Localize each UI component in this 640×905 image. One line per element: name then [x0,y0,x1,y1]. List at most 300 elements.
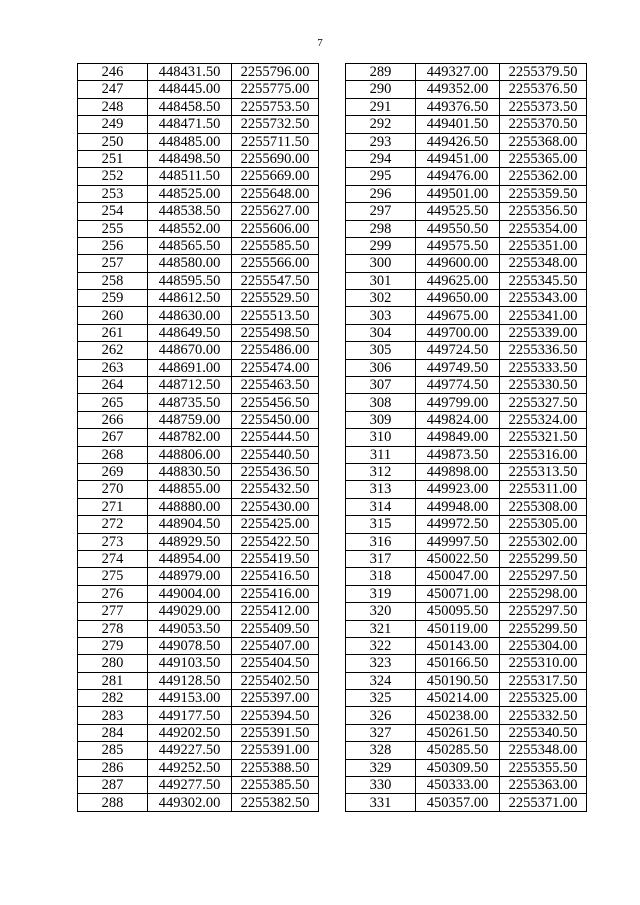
y-coordinate-cell: 2255463.50 [232,377,319,394]
x-coordinate-cell: 448612.50 [148,290,232,307]
table-row [346,637,587,654]
y-coordinate-cell: 2255440.50 [232,446,319,463]
x-coordinate-cell: 449053.50 [148,620,232,637]
point-number-cell: 265 [78,394,148,411]
table-row [78,237,319,254]
x-coordinate-cell: 449451.00 [416,150,500,167]
point-number-cell: 272 [78,516,148,533]
point-number-cell: 273 [78,533,148,550]
point-number-cell: 289 [346,64,416,81]
y-coordinate-cell: 2255412.00 [232,603,319,620]
point-number-cell: 319 [346,585,416,602]
x-coordinate-cell: 450309.50 [416,759,500,776]
point-number-cell: 251 [78,150,148,167]
y-coordinate-cell: 2255376.50 [500,81,587,98]
point-number-cell: 329 [346,759,416,776]
table-row [346,724,587,741]
point-number-cell: 299 [346,237,416,254]
x-coordinate-cell: 449824.00 [416,411,500,428]
table-row [346,672,587,689]
table-row [78,150,319,167]
x-coordinate-cell: 448471.50 [148,116,232,133]
point-number-cell: 266 [78,411,148,428]
table-row [346,133,587,150]
x-coordinate-cell: 450333.00 [416,777,500,794]
y-coordinate-cell: 2255354.00 [500,220,587,237]
y-coordinate-cell: 2255343.00 [500,290,587,307]
y-coordinate-cell: 2255627.00 [232,203,319,220]
y-coordinate-cell: 2255330.50 [500,377,587,394]
x-coordinate-cell: 450022.50 [416,550,500,567]
y-coordinate-cell: 2255299.50 [500,620,587,637]
y-coordinate-cell: 2255474.00 [232,359,319,376]
y-coordinate-cell: 2255430.00 [232,498,319,515]
x-coordinate-cell: 448552.00 [148,220,232,237]
y-coordinate-cell: 2255796.00 [232,64,319,81]
point-number-cell: 292 [346,116,416,133]
table-row [346,707,587,724]
y-coordinate-cell: 2255341.00 [500,307,587,324]
table-row [78,290,319,307]
point-number-cell: 297 [346,203,416,220]
table-row [78,342,319,359]
point-number-cell: 322 [346,637,416,654]
point-number-cell: 315 [346,516,416,533]
point-number-cell: 270 [78,481,148,498]
point-number-cell: 314 [346,498,416,515]
point-number-cell: 317 [346,550,416,567]
y-coordinate-cell: 2255339.00 [500,324,587,341]
table-row [78,603,319,620]
x-coordinate-cell: 448565.50 [148,237,232,254]
point-number-cell: 308 [346,394,416,411]
point-number-cell: 325 [346,690,416,707]
y-coordinate-cell: 2255407.00 [232,637,319,654]
y-coordinate-cell: 2255409.50 [232,620,319,637]
table-row [78,81,319,98]
y-coordinate-cell: 2255732.50 [232,116,319,133]
y-coordinate-cell: 2255305.00 [500,516,587,533]
point-number-cell: 284 [78,724,148,741]
x-coordinate-cell: 449302.00 [148,794,232,811]
table-row [346,498,587,515]
y-coordinate-cell: 2255327.50 [500,394,587,411]
x-coordinate-cell: 449700.00 [416,324,500,341]
table-row [78,446,319,463]
x-coordinate-cell: 448511.50 [148,168,232,185]
x-coordinate-cell: 448880.00 [148,498,232,515]
table-row [78,690,319,707]
x-coordinate-cell: 449724.50 [416,342,500,359]
point-number-cell: 262 [78,342,148,359]
y-coordinate-cell: 2255297.50 [500,603,587,620]
y-coordinate-cell: 2255325.00 [500,690,587,707]
y-coordinate-cell: 2255311.00 [500,481,587,498]
table-row [78,568,319,585]
y-coordinate-cell: 2255368.00 [500,133,587,150]
y-coordinate-cell: 2255648.00 [232,185,319,202]
x-coordinate-cell: 448929.50 [148,533,232,550]
table-row [346,116,587,133]
x-coordinate-cell: 449600.00 [416,255,500,272]
point-number-cell: 258 [78,272,148,289]
x-coordinate-cell: 448458.50 [148,98,232,115]
point-number-cell: 287 [78,777,148,794]
y-coordinate-cell: 2255486.00 [232,342,319,359]
coordinates-table-right [345,63,587,812]
y-coordinate-cell: 2255391.50 [232,724,319,741]
point-number-cell: 269 [78,463,148,480]
table-row [78,672,319,689]
table-row [78,759,319,776]
table-row [346,655,587,672]
point-number-cell: 300 [346,255,416,272]
y-coordinate-cell: 2255382.50 [232,794,319,811]
point-number-cell: 249 [78,116,148,133]
x-coordinate-cell: 450357.00 [416,794,500,811]
table-row [78,620,319,637]
x-coordinate-cell: 449997.50 [416,533,500,550]
point-number-cell: 260 [78,307,148,324]
point-number-cell: 291 [346,98,416,115]
x-coordinate-cell: 448954.00 [148,550,232,567]
table-row [346,411,587,428]
table-row [78,724,319,741]
table-row [346,516,587,533]
x-coordinate-cell: 448735.50 [148,394,232,411]
x-coordinate-cell: 448630.00 [148,307,232,324]
table-row [346,620,587,637]
x-coordinate-cell: 449327.00 [416,64,500,81]
point-number-cell: 326 [346,707,416,724]
table-row [346,429,587,446]
table-row [346,64,587,81]
x-coordinate-cell: 448445.00 [148,81,232,98]
point-number-cell: 267 [78,429,148,446]
y-coordinate-cell: 2255371.00 [500,794,587,811]
x-coordinate-cell: 448485.00 [148,133,232,150]
y-coordinate-cell: 2255547.50 [232,272,319,289]
y-coordinate-cell: 2255373.50 [500,98,587,115]
y-coordinate-cell: 2255397.00 [232,690,319,707]
point-number-cell: 294 [346,150,416,167]
coordinates-table-left [77,63,319,812]
table-row [78,585,319,602]
x-coordinate-cell: 449774.50 [416,377,500,394]
point-number-cell: 253 [78,185,148,202]
point-number-cell: 259 [78,290,148,307]
y-coordinate-cell: 2255566.00 [232,255,319,272]
x-coordinate-cell: 449873.50 [416,446,500,463]
y-coordinate-cell: 2255297.50 [500,568,587,585]
point-number-cell: 323 [346,655,416,672]
x-coordinate-cell: 448904.50 [148,516,232,533]
y-coordinate-cell: 2255585.50 [232,237,319,254]
x-coordinate-cell: 448712.50 [148,377,232,394]
table-row [78,655,319,672]
y-coordinate-cell: 2255351.00 [500,237,587,254]
y-coordinate-cell: 2255317.50 [500,672,587,689]
table-row [78,516,319,533]
table-row [346,603,587,620]
point-number-cell: 310 [346,429,416,446]
x-coordinate-cell: 450119.00 [416,620,500,637]
x-coordinate-cell: 448830.50 [148,463,232,480]
table-row [346,690,587,707]
table-row [78,411,319,428]
table-row [78,777,319,794]
x-coordinate-cell: 450071.00 [416,585,500,602]
table-row [346,568,587,585]
x-coordinate-cell: 449550.50 [416,220,500,237]
x-coordinate-cell: 448649.50 [148,324,232,341]
table-row [78,377,319,394]
table-row [346,307,587,324]
point-number-cell: 247 [78,81,148,98]
y-coordinate-cell: 2255404.50 [232,655,319,672]
y-coordinate-cell: 2255348.00 [500,255,587,272]
x-coordinate-cell: 449650.00 [416,290,500,307]
point-number-cell: 301 [346,272,416,289]
y-coordinate-cell: 2255336.50 [500,342,587,359]
point-number-cell: 330 [346,777,416,794]
table-row [346,585,587,602]
table-row [78,550,319,567]
y-coordinate-cell: 2255402.50 [232,672,319,689]
x-coordinate-cell: 449675.00 [416,307,500,324]
x-coordinate-cell: 449525.50 [416,203,500,220]
point-number-cell: 283 [78,707,148,724]
x-coordinate-cell: 449277.50 [148,777,232,794]
table-row [346,185,587,202]
y-coordinate-cell: 2255513.50 [232,307,319,324]
table-row [78,463,319,480]
point-number-cell: 268 [78,446,148,463]
x-coordinate-cell: 449202.50 [148,724,232,741]
y-coordinate-cell: 2255299.50 [500,550,587,567]
y-coordinate-cell: 2255332.50 [500,707,587,724]
table-row [78,498,319,515]
x-coordinate-cell: 449625.00 [416,272,500,289]
point-number-cell: 296 [346,185,416,202]
point-number-cell: 320 [346,603,416,620]
y-coordinate-cell: 2255345.50 [500,272,587,289]
point-number-cell: 285 [78,742,148,759]
x-coordinate-cell: 448431.50 [148,64,232,81]
point-number-cell: 281 [78,672,148,689]
point-number-cell: 278 [78,620,148,637]
table-row [78,324,319,341]
table-row [346,742,587,759]
y-coordinate-cell: 2255432.50 [232,481,319,498]
x-coordinate-cell: 448670.00 [148,342,232,359]
table-row [346,255,587,272]
table-row [78,707,319,724]
point-number-cell: 264 [78,377,148,394]
table-row [78,307,319,324]
point-number-cell: 276 [78,585,148,602]
y-coordinate-cell: 2255669.00 [232,168,319,185]
x-coordinate-cell: 449078.50 [148,637,232,654]
point-number-cell: 293 [346,133,416,150]
point-number-cell: 318 [346,568,416,585]
x-coordinate-cell: 450095.50 [416,603,500,620]
x-coordinate-cell: 448691.00 [148,359,232,376]
x-coordinate-cell: 449103.50 [148,655,232,672]
table-row [346,533,587,550]
point-number-cell: 324 [346,672,416,689]
x-coordinate-cell: 450261.50 [416,724,500,741]
x-coordinate-cell: 449972.50 [416,516,500,533]
y-coordinate-cell: 2255416.00 [232,585,319,602]
table-row [78,220,319,237]
table-row [78,133,319,150]
y-coordinate-cell: 2255385.50 [232,777,319,794]
table-row [346,203,587,220]
y-coordinate-cell: 2255391.00 [232,742,319,759]
table-row [78,359,319,376]
point-number-cell: 306 [346,359,416,376]
x-coordinate-cell: 449799.00 [416,394,500,411]
table-row [78,481,319,498]
point-number-cell: 282 [78,690,148,707]
point-number-cell: 261 [78,324,148,341]
point-number-cell: 263 [78,359,148,376]
x-coordinate-cell: 449923.00 [416,481,500,498]
y-coordinate-cell: 2255388.50 [232,759,319,776]
table-row [78,429,319,446]
table-row [346,150,587,167]
point-number-cell: 271 [78,498,148,515]
point-number-cell: 246 [78,64,148,81]
table-row [78,272,319,289]
x-coordinate-cell: 450190.50 [416,672,500,689]
table-row [78,203,319,220]
point-number-cell: 316 [346,533,416,550]
x-coordinate-cell: 449004.00 [148,585,232,602]
x-coordinate-cell: 449426.50 [416,133,500,150]
y-coordinate-cell: 2255606.00 [232,220,319,237]
table-row [346,446,587,463]
y-coordinate-cell: 2255298.00 [500,585,587,602]
x-coordinate-cell: 449575.50 [416,237,500,254]
table-row [346,359,587,376]
y-coordinate-cell: 2255422.50 [232,533,319,550]
y-coordinate-cell: 2255304.00 [500,637,587,654]
table-row [78,98,319,115]
x-coordinate-cell: 450166.50 [416,655,500,672]
y-coordinate-cell: 2255308.00 [500,498,587,515]
point-number-cell: 290 [346,81,416,98]
point-number-cell: 280 [78,655,148,672]
point-number-cell: 256 [78,237,148,254]
x-coordinate-cell: 449749.50 [416,359,500,376]
x-coordinate-cell: 449029.00 [148,603,232,620]
point-number-cell: 255 [78,220,148,237]
table-row [346,794,587,811]
point-number-cell: 254 [78,203,148,220]
x-coordinate-cell: 449376.50 [416,98,500,115]
x-coordinate-cell: 449128.50 [148,672,232,689]
x-coordinate-cell: 449252.50 [148,759,232,776]
point-number-cell: 274 [78,550,148,567]
point-number-cell: 321 [346,620,416,637]
x-coordinate-cell: 448525.00 [148,185,232,202]
table-row [346,237,587,254]
y-coordinate-cell: 2255498.50 [232,324,319,341]
table-row [346,272,587,289]
table-row [78,637,319,654]
x-coordinate-cell: 449948.00 [416,498,500,515]
y-coordinate-cell: 2255363.00 [500,777,587,794]
table-row [346,550,587,567]
y-coordinate-cell: 2255690.00 [232,150,319,167]
point-number-cell: 298 [346,220,416,237]
point-number-cell: 305 [346,342,416,359]
y-coordinate-cell: 2255394.50 [232,707,319,724]
point-number-cell: 307 [346,377,416,394]
x-coordinate-cell: 449401.50 [416,116,500,133]
point-number-cell: 257 [78,255,148,272]
table-row [346,481,587,498]
point-number-cell: 279 [78,637,148,654]
x-coordinate-cell: 449476.00 [416,168,500,185]
point-number-cell: 312 [346,463,416,480]
table-row [346,81,587,98]
table-row [78,116,319,133]
x-coordinate-cell: 448498.50 [148,150,232,167]
point-number-cell: 275 [78,568,148,585]
x-coordinate-cell: 448806.00 [148,446,232,463]
y-coordinate-cell: 2255316.00 [500,446,587,463]
x-coordinate-cell: 448979.00 [148,568,232,585]
y-coordinate-cell: 2255356.50 [500,203,587,220]
x-coordinate-cell: 449501.00 [416,185,500,202]
y-coordinate-cell: 2255753.50 [232,98,319,115]
x-coordinate-cell: 448538.50 [148,203,232,220]
x-coordinate-cell: 450047.00 [416,568,500,585]
y-coordinate-cell: 2255436.50 [232,463,319,480]
table-row [78,255,319,272]
x-coordinate-cell: 449227.50 [148,742,232,759]
point-number-cell: 313 [346,481,416,498]
x-coordinate-cell: 450214.00 [416,690,500,707]
y-coordinate-cell: 2255711.50 [232,133,319,150]
point-number-cell: 331 [346,794,416,811]
point-number-cell: 302 [346,290,416,307]
table-row [78,794,319,811]
y-coordinate-cell: 2255456.50 [232,394,319,411]
y-coordinate-cell: 2255302.00 [500,533,587,550]
x-coordinate-cell: 448782.00 [148,429,232,446]
table-row [346,394,587,411]
x-coordinate-cell: 448855.00 [148,481,232,498]
y-coordinate-cell: 2255416.50 [232,568,319,585]
x-coordinate-cell: 449898.00 [416,463,500,480]
x-coordinate-cell: 449849.00 [416,429,500,446]
y-coordinate-cell: 2255370.50 [500,116,587,133]
y-coordinate-cell: 2255359.50 [500,185,587,202]
table-row [346,168,587,185]
table-row [346,98,587,115]
x-coordinate-cell: 448759.00 [148,411,232,428]
table-row [78,533,319,550]
table-row [346,377,587,394]
x-coordinate-cell: 448595.50 [148,272,232,289]
point-number-cell: 311 [346,446,416,463]
x-coordinate-cell: 450238.00 [416,707,500,724]
point-number-cell: 250 [78,133,148,150]
